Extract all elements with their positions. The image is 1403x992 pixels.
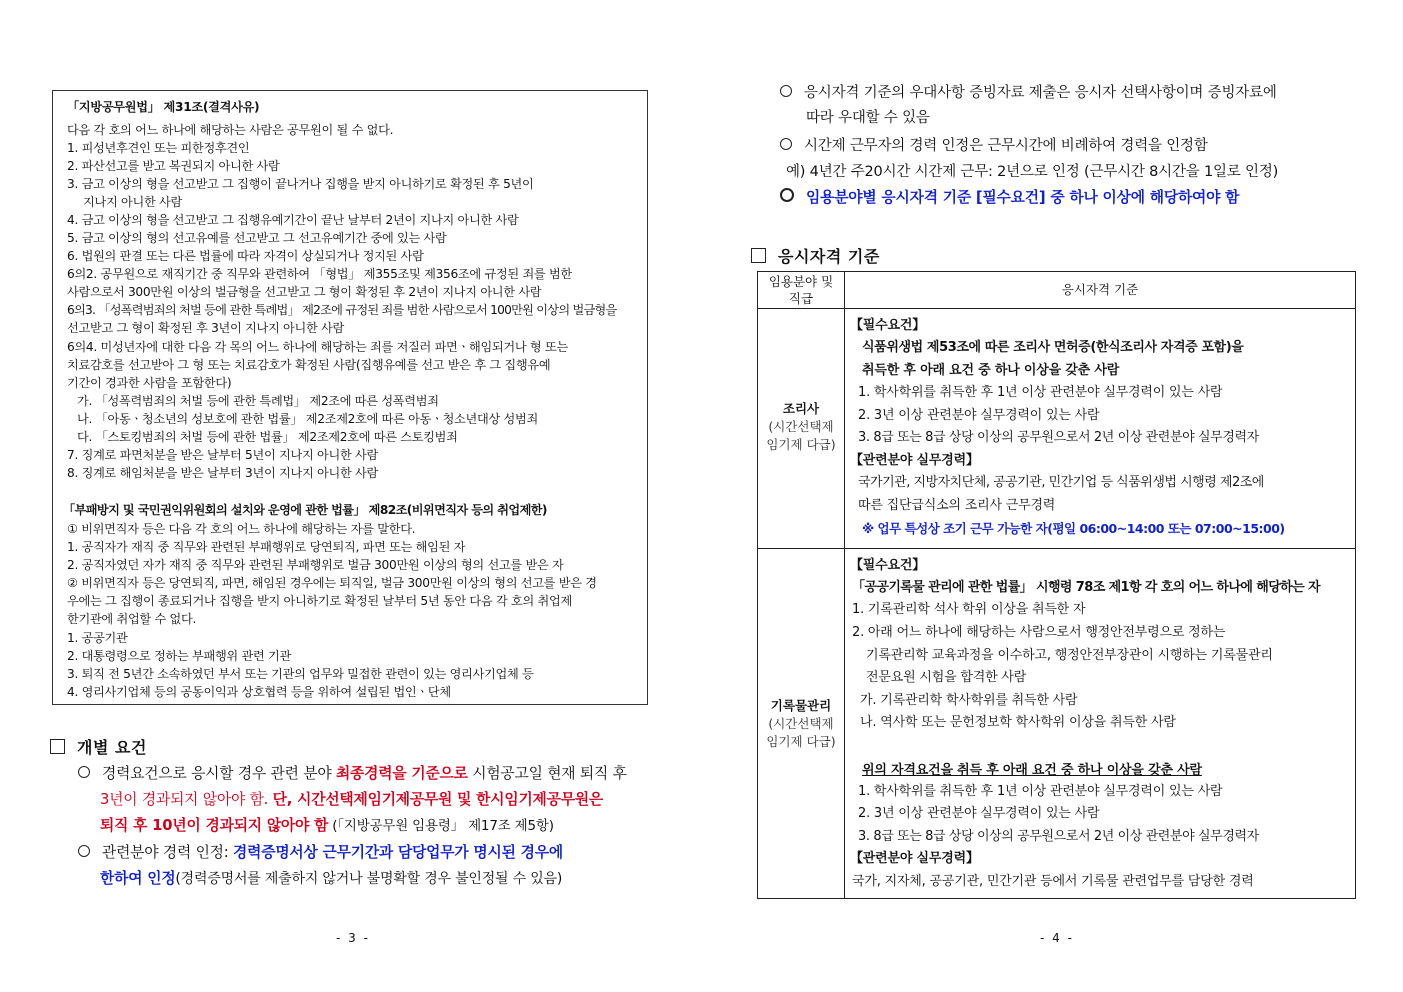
law-item: 기간이 경과한 사람을 포함한다) [67,376,232,390]
header-field-grade: 임용분야 및 직급 [768,274,834,306]
records-line: 「공공기록물 관리에 관한 법률」 시행령 78조 제1항 각 호의 어느 하나에 해당하는 자 [852,580,1320,595]
law-item: 2. 파산선고를 받고 복권되지 아니한 사람 [67,159,280,173]
cook-label-related-career: 【관련분야 실무경력】 [850,453,979,468]
bullet-preference-evidence: 응시자격 기준의 우대사항 증빙자료 제출은 응시자 선택사항이며 증빙자료에 [780,83,1277,103]
records-line: 1. 기록관리학 석사 학위 이상을 취득한 자 [852,602,1086,617]
records-after-qualification-heading: 위의 자격요건을 취득 후 아래 요건 중 하나 이상을 갖춘 사람 [862,763,1202,778]
records-line: 3. 8급 또는 8급 상당 이상의 공무원으로서 2년 이상 관련분야 실무경력자 [858,829,1259,844]
cook-early-shift-note: ※ 업무 특성상 조기 근무 가능한 자(평일 06:00~14:00 또는 07:00~15:00) [862,521,1285,536]
qualification-table [757,271,1356,899]
law-item: 7. 징계로 파면처분을 받은 날부터 5년이 지나지 아니한 사람 [67,448,378,462]
law-item: 가. 「성폭력범죄의 처벌 등에 관한 특례법」 제2조에 따른 성폭력범죄 [77,394,439,408]
circle-bullet-icon [78,845,90,857]
bullet-career-requirement: 경력요건으로 응시할 경우 관련 분야 최종경력을 기준으로 시험공고일 현재 퇴직 후 [78,764,627,784]
records-label-related-career: 【관련분야 실무경력】 [850,851,979,866]
page-number-left: - 3 - [336,931,370,945]
law-item: 나. 「아동ㆍ청소년의 성보호에 관한 법률」 제2조제2호에 따른 아동ㆍ청소년대상 성범죄 [77,412,538,426]
law-item: 5. 금고 이상의 형의 선고유예를 선고받고 그 선고유예기간 중에 있는 사람 [67,231,447,245]
records-line: 나. 역사학 또는 문헌정보학 학사학위 이상을 취득한 사람 [860,715,1176,730]
law-item: 우에는 그 집행이 종료되거나 집행을 받지 아니하기로 확정된 날부터 5년 동안 다음 각 호의 취업제 [67,594,572,608]
law-item: 한기관에 취업할 수 없다. [67,612,197,626]
law-item: 1. 피성년후견인 또는 피한정후견인 [67,141,250,155]
law-excerpt-box [52,90,648,705]
law-item: 8. 징계로 해임처분을 받은 날부터 3년이 지나지 아니한 사람 [67,466,378,480]
bullet-part-time-career: 시간제 근무자의 경력 인정은 근무시간에 비례하여 경력을 인정함 [780,136,1208,156]
bullet-career-recognition-line2: 한하여 인정(경력증명서를 제출하지 않거나 불명확할 경우 불인정될 수 있음) [100,870,563,887]
checkbox-square-icon [50,739,65,754]
table-row-divider [758,548,1355,549]
row-field-cook: 조리사 (시간선택제 임기제 다급) [766,401,836,452]
cook-line: 취득한 후 아래 요건 중 하나 이상을 갖춘 사람 [862,363,1120,378]
bullet-mandatory-requirement: 임용분야별 응시자격 기준 [필수요건] 중 하나 이상에 해당하여야 함 [780,188,1239,208]
law-item: ② 비위면직자 등은 당연퇴직, 파면, 해임된 경우에는 퇴직일, 벌금 300만원 이상의 형의 선고를 받은 경 [67,576,597,590]
records-line: 전문요원 시험을 합격한 사람 [866,670,1027,685]
records-line: 2. 아래 어느 하나에 해당하는 사람으로서 행정안전부령으로 정하는 [852,625,1226,640]
records-label-mandatory: 【필수요건】 [850,558,926,573]
circle-bullet-icon [780,138,792,150]
law-title-local-officials: 「지방공무원법」 제31조(결격사유) [67,100,260,114]
law-item: 6의4. 미성년자에 대한 다음 각 목의 어느 하나에 해당하는 죄를 저질러 파면ㆍ해임되거나 형 또는 [67,340,568,354]
cook-line: 2. 3년 이상 관련분야 실무경력이 있는 사람 [858,408,1100,423]
circle-bullet-icon [780,85,792,97]
law-item: 2. 공직자였던 자가 재직 중 직무와 관련된 부패행위로 벌금 300만원 이상의 형의 선고를 받은 자 [67,558,564,572]
law-item: 3. 금고 이상의 형을 선고받고 그 집행이 끝나거나 집행을 받지 아니하기로 확정된 후 5년이 [67,177,534,191]
records-line: 가. 기록관리학 학사학위를 취득한 사람 [860,693,1078,708]
law-item: 6. 법원의 판결 또는 다른 법률에 따라 자격이 상실되거나 정지된 사람 [67,249,424,263]
law-item: 사람으로서 300만원 이상의 벌금형을 선고받고 그 형이 확정된 후 2년이 지나지 아니한 사람 [67,285,542,299]
law-item: 치료감호를 선고받아 그 형 또는 치료감호가 확정된 사람(집행유예를 선고 받은 후 그 집행유예 [67,358,551,372]
cook-line: 따른 집단급식소의 조리사 근무경력 [858,498,1056,513]
law-item: 1. 공공기관 [67,631,128,645]
cook-label-mandatory: 【필수요건】 [850,318,926,333]
records-line: 국가, 지자체, 공공기관, 민간기관 등에서 기록물 관련업무를 담당한 경력 [852,874,1254,889]
law-item: 6의2. 공무원으로 재직기간 중 직무와 관련하여 「형법」 제355조및 제356조에 규정된 죄를 범한 [67,267,572,281]
table-header-divider [758,308,1355,309]
bullet-career-requirement-line3: 퇴직 후 10년이 경과되지 않아야 함 (「지방공무원 임용령」 제17조 제5항) [100,817,554,834]
law-item: 1. 공직자가 재직 중 직무와 관련된 부패행위로 당연퇴직, 파면 또는 해임된 자 [67,540,466,554]
part-time-example: 예) 4년간 주20시간 시간제 근무: 2년으로 인정 (근무시간 8시간을 1일로 인정) [786,164,1279,180]
law-item: 6의3. 「성폭력범죄의 처벌 등에 관한 특례법」 제2조에 규정된 죄를 범한 사람으로서 100만원 이상의 벌금형을 [67,303,617,317]
law-item: 3. 퇴직 전 5년간 소속하였던 부서 또는 기관의 업무와 밀접한 관련이 있는 영리사기업체 등 [67,667,534,681]
bullet-preference-evidence-line2: 따라 우대할 수 있음 [806,110,930,126]
bullet-career-recognition: 관련분야 경력 인정: 경력증명서상 근무기간과 담당업무가 명시된 경우에 [78,843,563,863]
law-item: 선고받고 그 형이 확정된 후 3년이 지나지 아니한 사람 [67,321,344,335]
law-title-anticorruption: 「부패방지 및 국민권익위원회의 설치와 운영에 관한 법률」 제82조(비위면직자 등의 취업제한) [63,503,547,517]
cook-line: 국가기관, 지방자치단체, 공공기관, 민간기업 등 식품위생법 시행령 제2조에 [858,475,1264,490]
cook-line: 1. 학사학위를 취득한 후 1년 이상 관련분야 실무경력이 있는 사람 [858,385,1223,400]
law-item: 4. 금고 이상의 형을 선고받고 그 집행유예기간이 끝난 날부터 2년이 지나지 아니한 사람 [67,213,519,227]
cook-line: 3. 8급 또는 8급 상당 이상의 공무원으로서 2년 이상 관련분야 실무경력자 [858,430,1259,445]
law-intro: 다음 각 호의 어느 하나에 해당하는 사람은 공무원이 될 수 없다. [67,123,394,137]
law-item: 2. 대통령령으로 정하는 부패행위 관련 기관 [67,649,291,663]
section-title-individual-requirements: 개별 요건 [50,735,147,758]
law-item: 지나지 아니한 사람 [83,195,182,209]
bullet-career-requirement-line2: 3년이 경과되지 않아야 함. 단, 시간선택제임기제공무원 및 한시임기제공무원은 [100,791,604,808]
checkbox-square-icon [751,248,766,263]
circle-bullet-icon [78,766,90,778]
records-line: 1. 학사학위를 취득한 후 1년 이상 관련분야 실무경력이 있는 사람 [858,784,1223,799]
law-item: 다. 「스토킹범죄의 처벌 등에 관한 법률」 제2조제2호에 따른 스토킹범죄 [77,430,458,444]
records-line: 2. 3년 이상 관련분야 실무경력이 있는 사람 [858,806,1100,821]
section-title-qualification-criteria: 응시자격 기준 [751,244,880,267]
cook-line: 식품위생법 제53조에 따른 조리사 면허증(한식조리사 자격증 포함)을 [862,340,1244,355]
page-number-right: - 4 - [1040,931,1074,945]
table-column-divider [844,272,845,898]
circle-bullet-icon [780,188,794,202]
law-item: 4. 영리사기업체 등의 공동이익과 상호협력 등을 위하여 설립된 법인ㆍ단체 [67,685,451,699]
row-field-records-management: 기록물관리 (시간선택제 임기제 다급) [766,698,836,749]
law-item: ① 비위면직자 등은 다음 각 호의 어느 하나에 해당하는 자를 말한다. [67,522,416,536]
header-qualification-criteria: 응시자격 기준 [1061,282,1139,297]
records-line: 기록관리학 교육과정을 이수하고, 행정안전부장관이 시행하는 기록물관리 [866,648,1273,663]
